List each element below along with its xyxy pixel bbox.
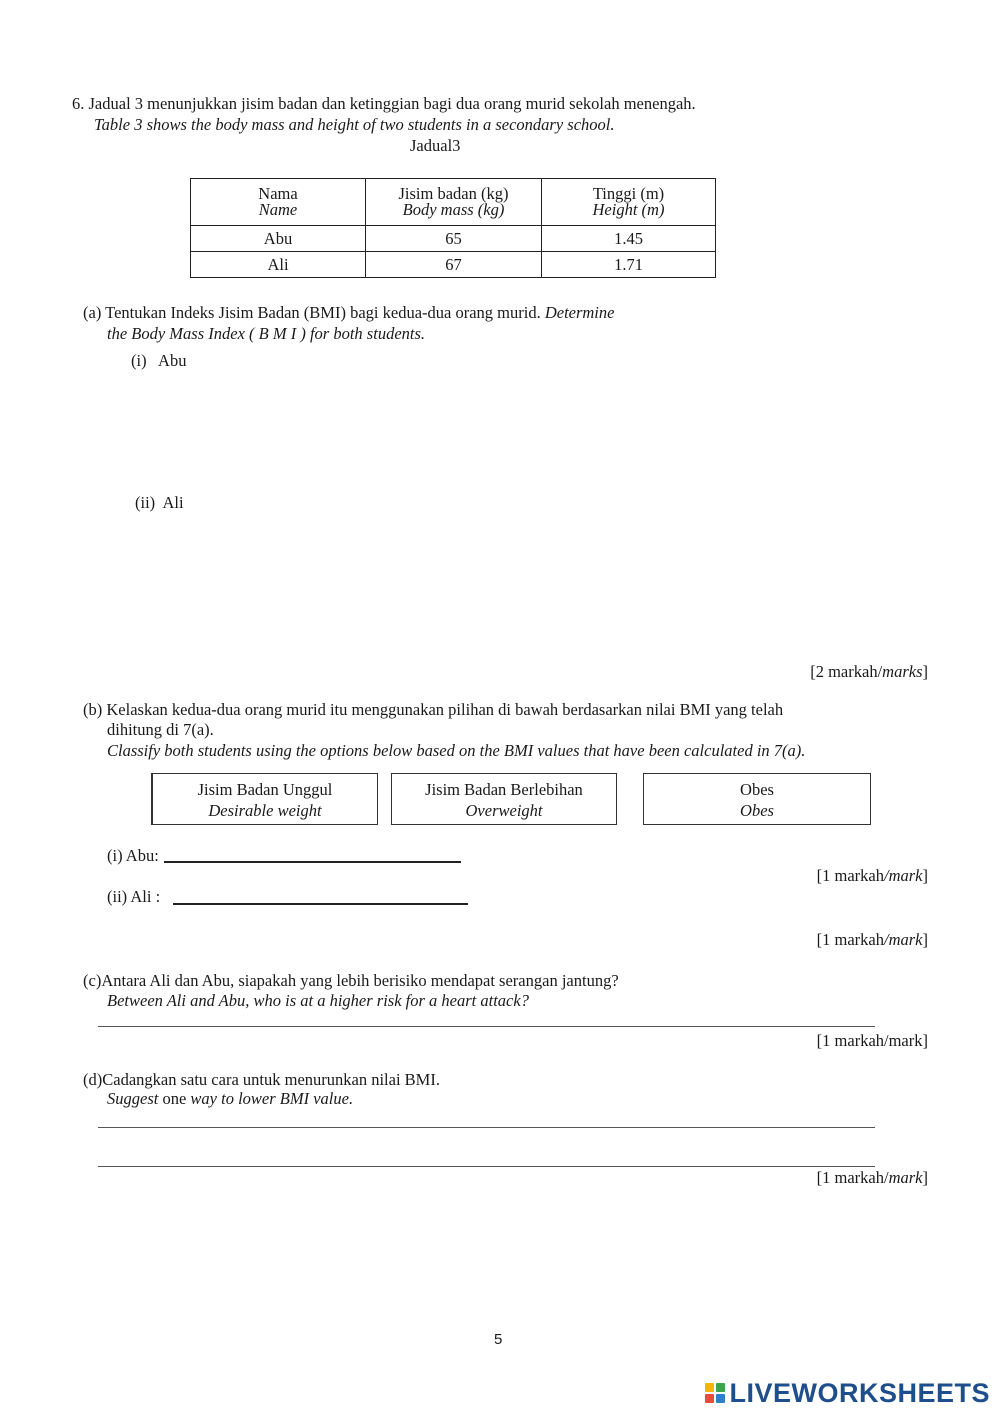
part-b-text-ms-2: dihitung di 7(a). bbox=[107, 720, 214, 739]
page-number: 5 bbox=[494, 1331, 503, 1348]
header-en: Name bbox=[258, 200, 298, 219]
part-b-text-ms-1: Kelaskan kedua-dua orang murid itu menggunakan pilihan di bawah berdasarkan nilai BMI yang telah bbox=[106, 700, 784, 719]
table-row bbox=[191, 252, 716, 278]
answer-ali-label: (ii) Ali : bbox=[107, 887, 161, 906]
table-cell: 1.71 bbox=[542, 252, 716, 278]
option-ms: Obes bbox=[740, 780, 774, 799]
option-desirable-weight bbox=[152, 773, 378, 825]
part-d-text-en-3: way to lower BMI value. bbox=[190, 1089, 354, 1108]
question-number: 6. bbox=[72, 94, 85, 113]
part-c-text-en: Between Ali and Abu, who is at a higher risk for a heart attack? bbox=[107, 991, 529, 1010]
marks-close: ] bbox=[922, 1168, 928, 1187]
option-obes bbox=[643, 773, 871, 825]
header-en: Body mass (kg) bbox=[402, 200, 505, 219]
answer-abu-label: (i) Abu: bbox=[107, 846, 159, 865]
part-a-sub-i: (i) Abu bbox=[131, 351, 187, 370]
part-a-sub-ii: (ii) Ali bbox=[135, 493, 184, 512]
marks-prefix: [2 markah/ bbox=[810, 662, 883, 681]
part-d-text bbox=[83, 1070, 440, 1090]
answer-ali-input[interactable] bbox=[173, 903, 468, 905]
table-cell: 67 bbox=[366, 252, 542, 278]
part-a-text-ms: Tentukan Indeks Jisim Badan (BMI) bagi kedua-dua orang murid. bbox=[105, 303, 541, 322]
table-cell: 65 bbox=[366, 226, 542, 252]
option-ms: Jisim Badan Berlebihan bbox=[425, 780, 583, 799]
part-a-marks bbox=[810, 662, 928, 682]
marks-suffix: marks bbox=[882, 662, 923, 681]
table-header-cell bbox=[366, 179, 542, 226]
answer-abu-input[interactable] bbox=[164, 861, 461, 863]
part-a-text-en-1: Determine bbox=[544, 303, 615, 322]
table-header-cell bbox=[542, 179, 716, 226]
liveworksheets-logo bbox=[705, 1378, 990, 1408]
marks-prefix: [1 markah bbox=[816, 930, 884, 949]
logo-square bbox=[705, 1383, 714, 1392]
header-ms: Tinggi (m) bbox=[592, 184, 665, 203]
table-cell: 1.45 bbox=[542, 226, 716, 252]
table-row bbox=[191, 226, 716, 252]
part-b-marks-2 bbox=[817, 930, 928, 950]
marks-suffix: /mark bbox=[884, 866, 923, 885]
part-d-text-en-2: one bbox=[158, 1089, 191, 1108]
part-a-text-en-2: the Body Mass Index ( B M I ) for both students. bbox=[107, 324, 426, 343]
part-a-text bbox=[83, 303, 614, 323]
table-caption: Jadual3 bbox=[410, 136, 461, 155]
part-d-answer-line-2[interactable] bbox=[98, 1166, 875, 1167]
part-d-answer-line-1[interactable] bbox=[98, 1127, 875, 1128]
table-cell: Abu bbox=[191, 226, 366, 252]
part-a-label: (a) bbox=[83, 303, 102, 322]
part-b-text-en: Classify both students using the options below based on the BMI values that have been calculated in 7(a). bbox=[107, 741, 806, 760]
option-en: Overweight bbox=[465, 801, 543, 820]
header-ms: Jisim badan (kg) bbox=[398, 184, 509, 203]
part-d-marks bbox=[817, 1168, 928, 1188]
part-d-label: (d) bbox=[83, 1070, 103, 1089]
question-text-ms bbox=[72, 94, 696, 114]
marks-close: ] bbox=[922, 930, 928, 949]
option-en: Desirable weight bbox=[208, 801, 322, 820]
question-text-ms-content: Jadual 3 menunjukkan jisim badan dan ketinggian bagi dua orang murid sekolah menengah. bbox=[88, 94, 696, 113]
header-en: Height (m) bbox=[592, 200, 665, 219]
marks-prefix: [1 markah bbox=[816, 866, 884, 885]
header-ms: Nama bbox=[258, 184, 298, 203]
marks-close: ] bbox=[922, 866, 928, 885]
option-ms: Jisim Badan Unggul bbox=[197, 780, 333, 799]
part-c-answer-line[interactable] bbox=[98, 1026, 875, 1027]
data-table bbox=[190, 178, 716, 278]
logo-square bbox=[716, 1383, 725, 1392]
marks-suffix: mark bbox=[888, 1168, 923, 1187]
part-d-text-en-1: Suggest bbox=[107, 1089, 159, 1108]
option-overweight bbox=[391, 773, 617, 825]
part-c-text bbox=[83, 971, 619, 991]
liveworksheets-icon bbox=[705, 1383, 725, 1403]
part-c-marks: [1 markah/mark] bbox=[816, 1031, 928, 1050]
logo-square bbox=[716, 1394, 725, 1403]
liveworksheets-wordmark: LIVEWORKSHEETS bbox=[729, 1377, 990, 1408]
part-c-label: (c) bbox=[83, 971, 102, 990]
marks-suffix: /mark bbox=[884, 930, 923, 949]
marks-prefix: [1 markah/ bbox=[816, 1168, 889, 1187]
option-en: Obes bbox=[740, 801, 774, 820]
part-c-text-ms: Antara Ali dan Abu, siapakah yang lebih berisiko mendapat serangan jantung? bbox=[101, 971, 619, 990]
marks-close: ] bbox=[922, 662, 928, 681]
table-header-cell bbox=[191, 179, 366, 226]
part-b-label: (b) bbox=[83, 700, 103, 719]
part-b-marks-1 bbox=[817, 866, 928, 886]
part-d-text-ms: Cadangkan satu cara untuk menurunkan nilai BMI. bbox=[102, 1070, 440, 1089]
part-b-text bbox=[83, 700, 783, 720]
question-text-en: Table 3 shows the body mass and height of two students in a secondary school. bbox=[94, 115, 615, 134]
table-cell: Ali bbox=[191, 252, 366, 278]
table-header-row bbox=[191, 179, 716, 226]
logo-square bbox=[705, 1394, 714, 1403]
part-d-text-en bbox=[107, 1089, 353, 1109]
